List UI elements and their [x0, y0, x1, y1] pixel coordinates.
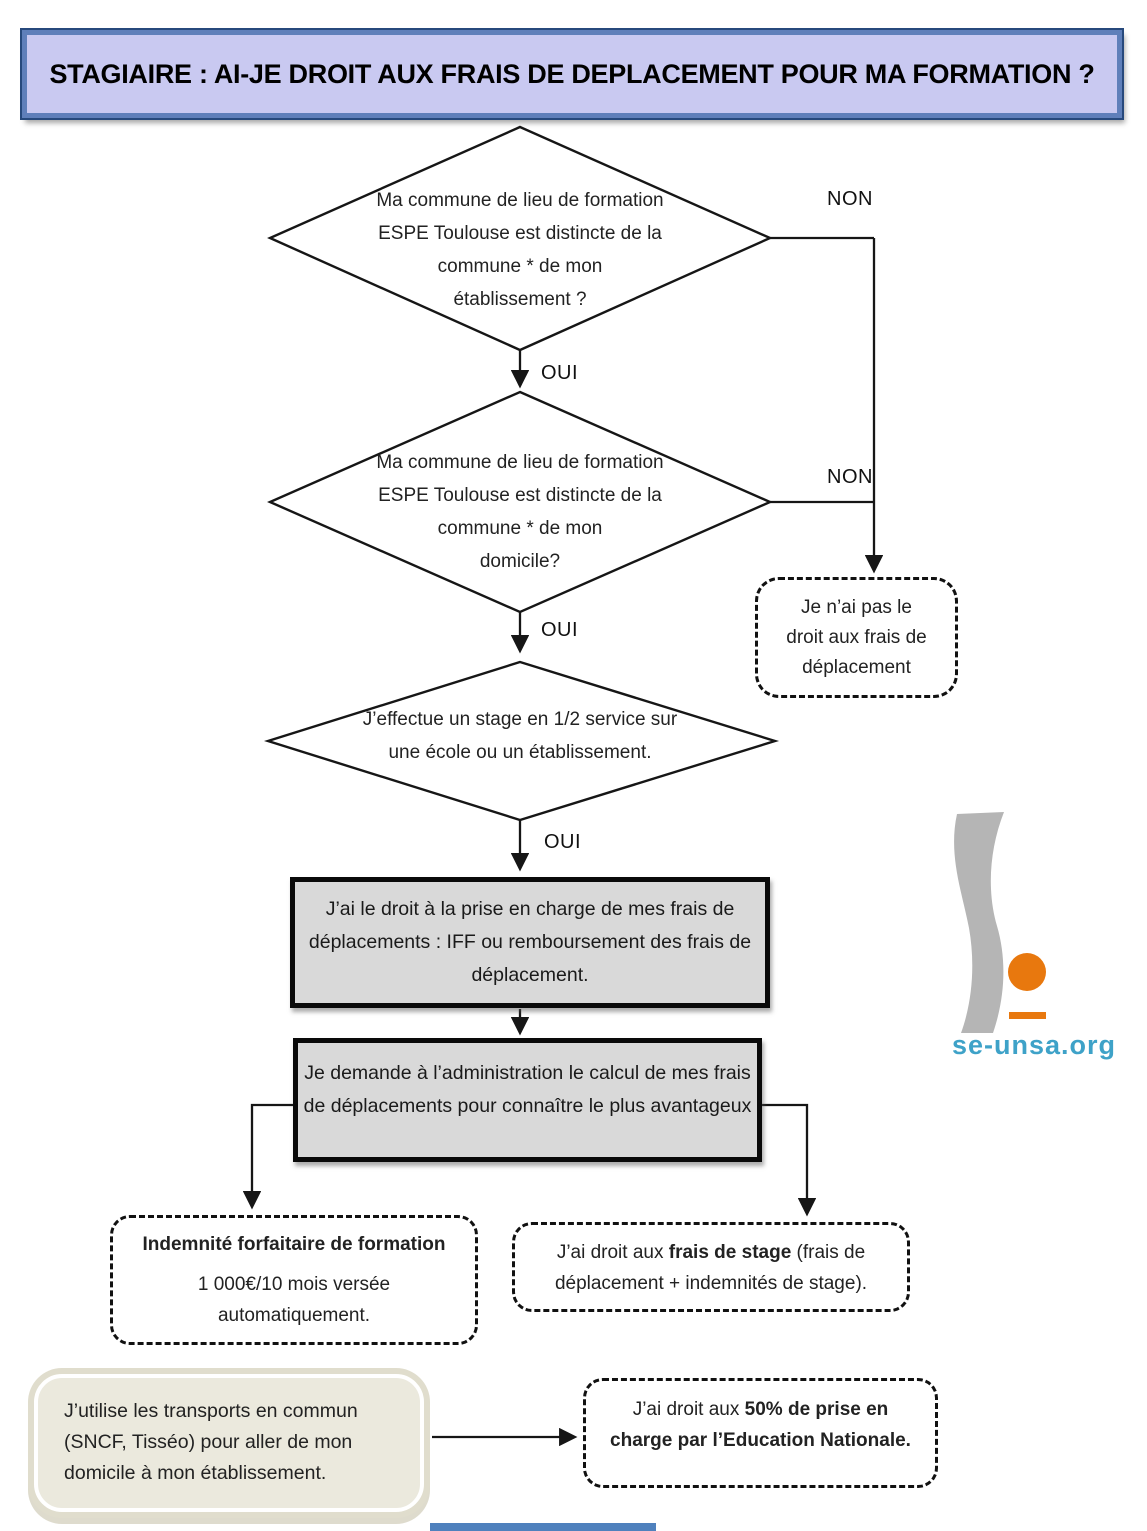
text-line: J’ai le droit à la prise en charge de mes frais de [325, 898, 735, 920]
iff-title: Indemnité forfaitaire de formation [142, 1234, 446, 1255]
text-line: de déplacements pour connaître le plus avantageux [303, 1095, 752, 1117]
text-line: droit aux frais de [786, 626, 927, 648]
text-line: (SNCF, Tisséo) pour aller de mon [64, 1431, 353, 1453]
diamond-1-text [320, 184, 720, 316]
arrow-ask-to-iff [252, 1105, 293, 1206]
text-line: J’effectue un stage en 1/2 service sur [362, 709, 678, 730]
text-line: déplacements : IFF ou remboursement des frais de [308, 931, 752, 953]
logo-text: se-unsa.org [952, 1030, 1117, 1060]
text-line: Ma commune de lieu de formation [376, 452, 664, 473]
text-line: domicile? [479, 551, 561, 572]
condition-box-transports [28, 1368, 430, 1518]
text-line: 1 000€/10 mois versée [197, 1274, 391, 1295]
logo-orange-bar [1009, 1012, 1046, 1019]
logo-s-shape [954, 812, 1004, 1033]
diamond-2-text [320, 446, 720, 578]
title-banner [22, 30, 1122, 118]
label-oui-1: OUI [541, 362, 579, 384]
text-line: automatiquement. [217, 1305, 371, 1326]
text-line: J’utilise les transports en commun [64, 1400, 358, 1422]
text-segment: J’ai droit aux [632, 1399, 745, 1420]
page-break-blue-bar [430, 1523, 656, 1531]
text-line: Je n’ai pas le [801, 596, 912, 618]
text-line: déplacement. [471, 964, 589, 986]
text-line: ESPE Toulouse est distincte de la [378, 223, 662, 244]
text-line: ESPE Toulouse est distincte de la [378, 485, 662, 506]
text-segment-bold: frais de stage [668, 1242, 792, 1263]
result-box-frais-stage [512, 1222, 910, 1312]
text-line: Ma commune de lieu de formation [376, 190, 664, 211]
label-oui-3: OUI [544, 831, 582, 853]
text-line: établissement ? [453, 289, 587, 310]
text-segment-bold: 50% de prise en charge par l’Education Nationale. [610, 1399, 911, 1451]
label-oui-2: OUI [541, 619, 579, 641]
label-non-1: NON [827, 188, 873, 210]
logo-orange-dot [1008, 953, 1046, 991]
text-line: commune * de mon [437, 256, 603, 277]
result-box-no-travel-rights [755, 577, 958, 698]
page-title: STAGIAIRE : AI-JE DROIT AUX FRAIS DE DEPLACEMENT POUR MA FORMATION ? [49, 58, 1095, 89]
result-box-50-percent [583, 1378, 938, 1488]
text-line: domicile à mon établissement. [64, 1462, 327, 1484]
diamond-3-text [300, 703, 740, 769]
text-line: commune * de mon [437, 518, 603, 539]
action-box-ask-administration [293, 1038, 762, 1162]
text-line: une école ou un établissement. [388, 742, 652, 763]
result-box-iff [110, 1215, 478, 1345]
text-line: Je demande à l’administration le calcul de mes frais [304, 1062, 751, 1084]
arrow-ask-to-fraisstage [762, 1105, 807, 1213]
text-line: déplacement [802, 656, 911, 678]
text-segment: J’ai droit aux [556, 1242, 669, 1263]
text-segment: (frais de déplacement + indemnités de stage). [554, 1242, 868, 1294]
condition-box-transports-text [34, 1374, 424, 1512]
label-non-2: NON [827, 466, 873, 488]
se-unsa-logo [920, 800, 1147, 1040]
result-box-travel-rights [290, 877, 770, 1008]
